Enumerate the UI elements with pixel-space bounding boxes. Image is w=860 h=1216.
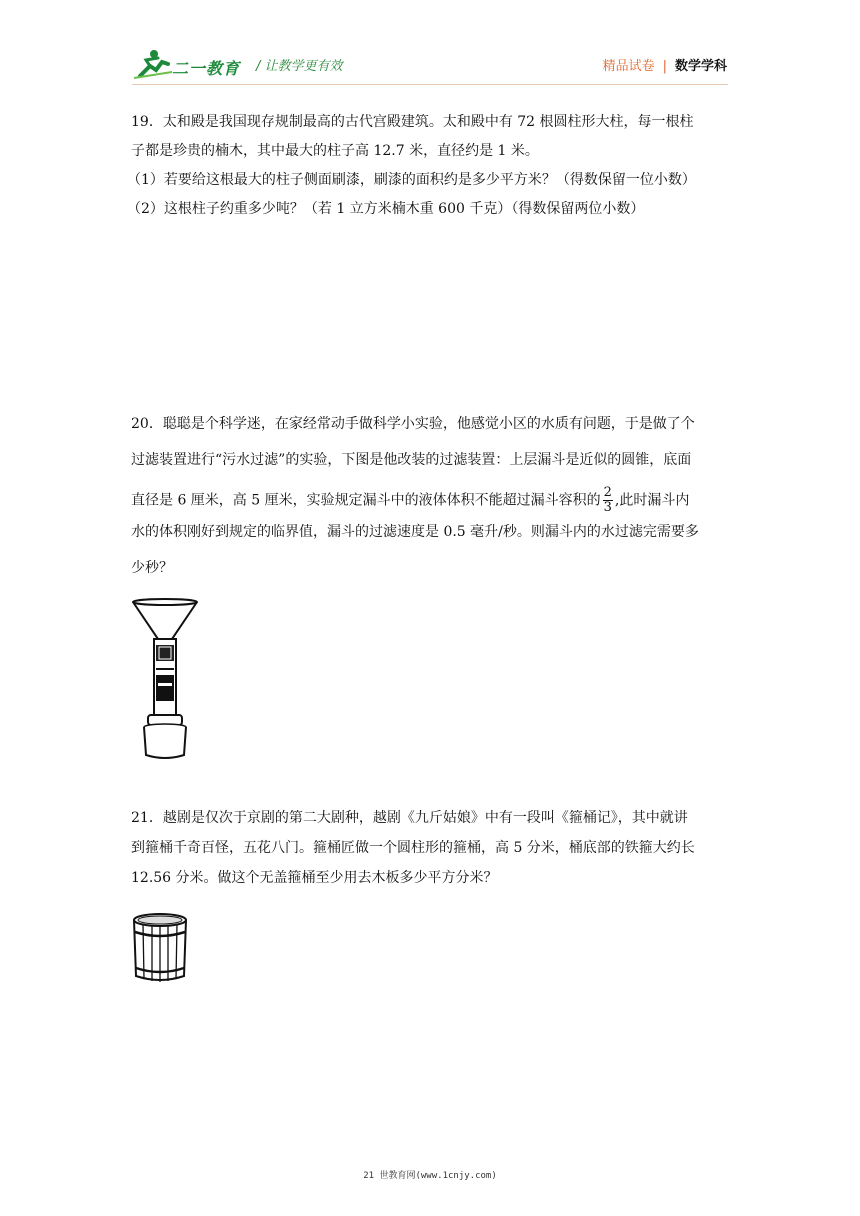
wooden-bucket-illustration xyxy=(131,912,189,984)
question-20-line-4: 水的体积刚好到规定的临界值，漏斗的过滤速度是 0.5 毫升/秒。则漏斗内的水过滤完需要多 xyxy=(131,524,699,540)
header-right xyxy=(603,55,727,74)
fraction-denominator: 3 xyxy=(603,500,612,515)
question-21-line-3: 12.56 分米。做这个无盖箍桶至少用去木板多少平方分米？ xyxy=(131,870,498,886)
question-20-line-1: 20．聪聪是个科学迷，在家经常动手做科学小实验，他感觉小区的水质有问题，于是做了个 xyxy=(131,416,695,432)
question-20-line-3-before: 直径是 6 厘米，高 5 厘米，实验规定漏斗中的液体体积不能超过漏斗容积的 xyxy=(131,492,601,509)
question-20-line-3 xyxy=(131,486,731,522)
question-21 xyxy=(131,808,731,898)
header-separator: | xyxy=(662,59,667,74)
header-subject: 数学学科 xyxy=(674,59,727,74)
question-19-line-2: 子都是珍贵的楠木，其中最大的柱子高 12.7 米，直径约是 1 米。 xyxy=(131,143,539,159)
fraction-two-thirds xyxy=(603,486,613,515)
question-20-line-5: 少秒？ xyxy=(131,560,173,576)
question-20 xyxy=(131,414,731,594)
fraction-numerator: 2 xyxy=(603,485,612,500)
question-19 xyxy=(127,112,731,228)
page-header xyxy=(0,0,860,96)
question-19-sub-2: （2）这根柱子约重多少吨？（若 1 立方米楠木重 600 千克）（得数保留两位小数） xyxy=(127,201,645,217)
question-21-line-1: 21．越剧是仅次于京剧的第二大剧种，越剧《九斤姑娘》中有一段叫《箍桶记》，其中就讲 xyxy=(131,810,688,826)
question-19-sub-1: （1）若要给这根最大的柱子侧面刷漆，刷漆的面积约是多少平方米？（得数保留一位小数） xyxy=(127,172,696,188)
header-category: 精品试卷 xyxy=(602,59,655,74)
logo-text: 二一教育 xyxy=(172,59,241,78)
header-divider xyxy=(132,84,728,85)
question-19-line-1: 19．太和殿是我国现存规制最高的古代宫殿建筑。太和殿中有 72 根圆柱形大柱，每一根柱 xyxy=(131,114,694,130)
question-20-line-2: 过滤装置进行“污水过滤”的实验，下图是他改装的过滤装置：上层漏斗是近似的圆锥，底面 xyxy=(131,452,692,468)
header-slogan: / 让教学更有效 xyxy=(256,59,343,74)
filter-funnel-illustration xyxy=(130,597,200,761)
question-21-line-2: 到箍桶千奇百怪，五花八门。箍桶匠做一个圆柱形的箍桶，高 5 分米，桶底部的铁箍大约长 xyxy=(131,840,695,856)
question-20-line-3-after: ,此时漏斗内 xyxy=(614,492,690,509)
page-footer: 21 世教育网(www.1cnjy.com) xyxy=(363,1171,497,1181)
